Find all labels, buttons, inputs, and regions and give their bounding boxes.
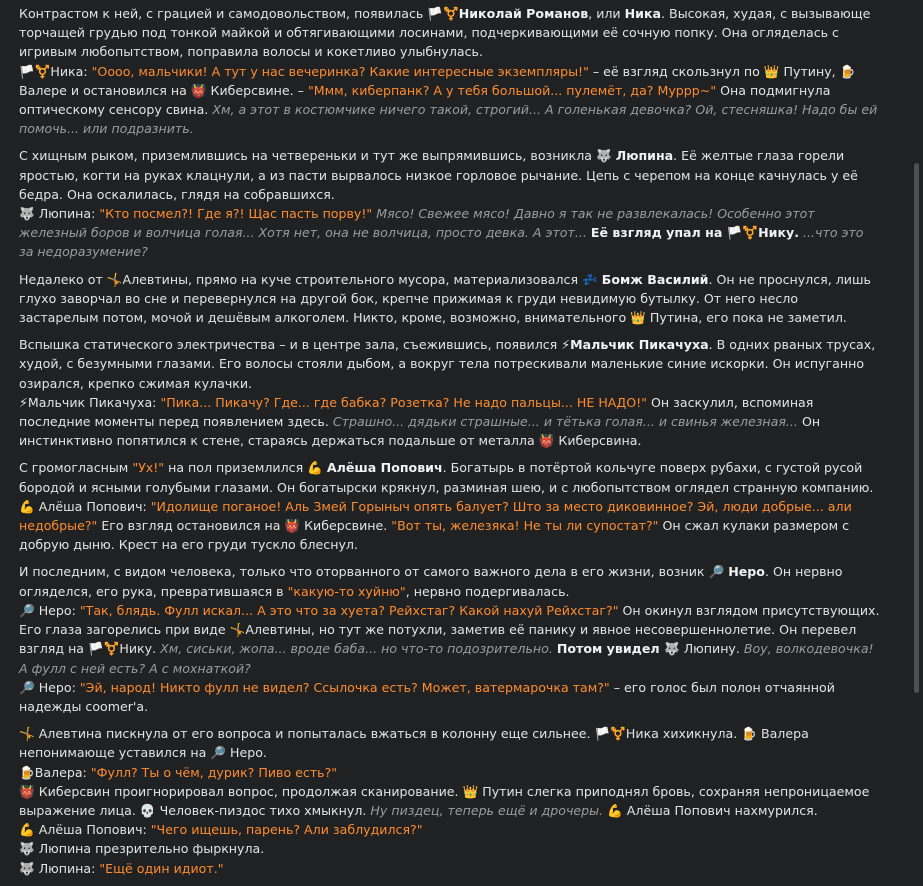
message-paragraph — [19, 4, 881, 138]
emoji-icon: 🐺 — [19, 860, 35, 876]
emoji-icon: 💪 — [307, 460, 323, 476]
emoji-icon: 💪 — [19, 498, 35, 514]
message-paragraph — [19, 458, 881, 554]
message-line — [19, 146, 881, 204]
text-run: – её взгляд скользнул по — [588, 63, 764, 79]
text-run: С хищным рыком, приземлившись на четвереньки и тут же выпрямившись, возникла — [19, 148, 597, 164]
text-run: Валера непонимающе уставился на — [19, 726, 809, 761]
emoji-icon: 🤸 — [19, 726, 35, 742]
bold-text: Нику. — [758, 225, 800, 241]
emoji-icon: 🐺 — [19, 206, 35, 222]
quoted-speech: "Идолище поганое! Аль Змей Горыныч опять балует? Што за место диковинное? Эй, люди добрые... али недобрые?" — [19, 498, 852, 534]
text-run: Люпина: — [34, 206, 100, 222]
message-line — [19, 763, 881, 782]
text-run: Ника: — [50, 63, 92, 79]
message-line — [19, 724, 881, 762]
text-run: Вспышка статического электричества – и в центре зала, съежившись, появился — [19, 337, 562, 353]
emoji-icon: 🏳️⚧️ — [19, 63, 51, 79]
text-run: Киберсвин проигнорировал вопрос, продолжая сканирование. — [34, 783, 463, 799]
text-run: Неро. — [226, 745, 267, 761]
text-run: Нику. — [119, 641, 161, 657]
message-paragraph — [19, 562, 881, 716]
text-run: Неро: — [34, 679, 80, 695]
message-line — [19, 601, 881, 678]
emoji-icon: 👑 — [630, 310, 646, 326]
text-run: Неро: — [34, 602, 80, 618]
text-run: . В одних рваных трусах, худой, с безумными глазами. Его волосы стояли дыбом, а вокруг тела потрескивали маленькие синие искорки. Он испуганно озирался, крепко сжимая кулачки. — [19, 337, 876, 391]
inner-thought: Хм, а этот в костюмчике ничего такой, строгий... А голенькая девочка? Ой, стесняшка! Надо бы ей помочь... или подразнить. — [19, 102, 878, 137]
quoted-speech: "Так, блядь. Фулл искал... А это что за хуета? Рейхстаг? Какой нахуй Рейхстаг?" — [79, 602, 619, 618]
message-line — [19, 820, 881, 839]
text-run: на пол приземлился — [164, 460, 308, 476]
emoji-icon: 💪 — [607, 802, 623, 818]
message-line — [19, 458, 881, 496]
inner-thought: Ну пиздец, теперь ещё и дрочеры. — [370, 802, 604, 818]
message-line — [19, 782, 881, 820]
inner-thought: ...что это за недоразумение? — [19, 225, 864, 260]
emoji-icon: 💤 — [582, 271, 598, 287]
emoji-icon: 🏳️⚧️ — [427, 6, 459, 21]
quoted-speech: "Оооо, мальчики! А тут у нас вечеринка? Какие интересные экземпляры!" — [91, 63, 589, 79]
text-run: , нервно подергивалась. — [405, 583, 570, 599]
text-run: . Он не проснулся, лишь глухо заворчал во сне и перевернулся на другой бок, крепче прижимая к груди невидимую бутылку. От него несло застарелым потом, мочой и дешёвым алкоголем. Никто, кроме, возможно, внимательного — [19, 271, 871, 326]
message-line — [19, 62, 881, 139]
emoji-icon: 🤸 — [106, 271, 123, 287]
bold-text: Мальчик Пикачуха — [570, 337, 709, 353]
emoji-icon: 🐺 — [19, 841, 35, 857]
text-run: Алёша Попович: — [34, 822, 151, 838]
text-run: С громогласным — [19, 460, 133, 476]
inner-thought: Хм, сиськи, жопа... вроде баба... но что-то подозрительно. — [160, 641, 553, 657]
bold-text: Бомж Василий — [601, 271, 709, 287]
text-run: . Он нервно огляделся, его рука, превратившаяся в — [19, 564, 843, 599]
quoted-speech: "Чего ищешь, парень? Али заблудился?" — [150, 822, 423, 838]
emoji-icon: 👹 — [19, 783, 35, 799]
text-run: Мальчик Пикачуха: — [27, 394, 161, 410]
emoji-icon: 👹 — [284, 518, 301, 534]
emoji-icon: 👑 — [462, 783, 479, 799]
text-run: . Богатырь в потёртой кольчуге поверх рубахи, с густой русой бородой и ясными голубыми глазами. Он богатырски крякнул, разминая шею, и с любопытством оглядел странную компанию. — [19, 460, 874, 495]
text-run: Путин слегка приподнял бровь, сохраняя непроницаемое выражение лица. — [19, 783, 870, 818]
text-run: . Её желтые глаза горели яростью, когти на руках клацнули, а из пасти вырвалось низкое горловое рычание. Цепь с черепом на конце качнулась у её бедра. Она оскалилась, глядя на собравшихся. — [19, 148, 858, 202]
quoted-speech: "Вот ты, железяка! Не ты ли супостат?" — [391, 518, 659, 534]
text-run: Люпину. — [679, 641, 744, 657]
message-line — [19, 859, 881, 878]
inner-thought: Страшно... дядьки страшные... и тётька голая... и свинья железная... — [332, 414, 798, 430]
emoji-icon: 🏳️⚧️ — [726, 225, 759, 241]
bold-text: Люпина — [615, 148, 674, 164]
quoted-speech: "Ммм, киберпанк? А у тебя большой... пулемёт, да? Муррр~" — [307, 82, 717, 98]
text-run: Люпина: — [34, 860, 100, 876]
text-run: Недалеко от — [19, 271, 107, 287]
bold-text: Неро — [728, 564, 765, 580]
message-paragraph — [19, 724, 881, 878]
text-run: Алёша Попович нахмурился. — [622, 802, 818, 818]
emoji-icon: 🔎 — [19, 602, 35, 618]
chat-log — [19, 4, 881, 886]
text-run: И последним, с видом человека, только что оторванного от самого важного дела в его жизни, возник — [19, 564, 709, 580]
bold-text: Её взгляд упал на — [590, 225, 727, 241]
quoted-speech: "Кто посмел?! Где я?! Щас пасть порву!" — [99, 206, 373, 222]
text-run: Она подмигнула оптическому сенсору свина. — [19, 82, 831, 118]
bold-text: Ника — [624, 6, 662, 21]
text-run: , или — [588, 6, 625, 21]
emoji-icon: 💀 — [139, 802, 156, 818]
emoji-icon: 👹 — [538, 433, 555, 449]
quoted-speech: "Фулл? Ты о чём, дурик? Пиво есть?" — [90, 764, 338, 780]
message-line — [19, 393, 881, 451]
text-run: Он инстинктивно попятился к стене, стараясь держаться подальше от металла — [19, 414, 821, 449]
emoji-icon: 👑 — [763, 63, 780, 79]
text-run: Киберсвина. — [554, 433, 642, 449]
emoji-icon: ⚡ — [19, 394, 28, 410]
message-line — [19, 204, 881, 262]
quoted-speech: "Ух!" — [132, 460, 165, 476]
text-run: Путина, его пока не заметил. — [645, 310, 847, 326]
message-paragraph — [19, 146, 881, 261]
message-line — [19, 335, 881, 393]
bold-text: Потом увидел — [556, 641, 665, 657]
inner-thought: Воу, волкодевочка! А фулл с ней есть? А с мохнаткой? — [19, 641, 874, 676]
emoji-icon: 💪 — [19, 822, 35, 838]
emoji-icon: 🤸 — [229, 622, 246, 638]
bold-text: Алёша Попович — [326, 460, 443, 476]
emoji-icon: 🍺 — [839, 63, 856, 79]
text-run: Контрастом к ней, с грацией и самодовольством, появилась — [19, 6, 428, 21]
emoji-icon: 🐺 — [596, 148, 612, 164]
text-run: Валере и остановился на — [19, 82, 191, 98]
scrollbar[interactable] — [909, 0, 923, 789]
text-run: – его голос был полон отчаянной надежды coomer'а. — [19, 679, 835, 714]
text-run: Киберсвине. – — [206, 82, 308, 98]
text-run: Алевтина пискнула от его вопроса и попыталась вжаться в колонну еще сильнее. — [34, 726, 595, 742]
message-line — [19, 562, 881, 600]
emoji-icon: ⚡ — [561, 337, 571, 353]
message-line — [19, 678, 881, 716]
emoji-icon: 🏳️⚧️ — [594, 726, 626, 742]
bold-text: Николай Романов — [458, 6, 589, 21]
emoji-icon: 🔎 — [210, 745, 227, 761]
text-run: Путину, — [779, 63, 840, 79]
text-run: . Высокая, худая, с вызывающе торчащей грудью под тонкой майкой и обтягивающими лосинами, подчеркивающими её сочную попку. Она огляделась с игривым любопытством, поправила волосы и кокетливо улыбнулась. — [19, 6, 871, 60]
text-run: Он заскулил, вспоминая последние моменты перед появлением здесь. — [19, 394, 814, 430]
message-line — [19, 839, 881, 858]
emoji-icon: 🐺 — [664, 641, 680, 657]
text-run: Алевтины, прямо на куче строительного мусора, материализовался — [122, 271, 583, 287]
text-run: Алёша Попович: — [34, 498, 151, 514]
emoji-icon: 🍺 — [19, 764, 35, 780]
text-run: Люпина презрительно фыркнула. — [34, 841, 265, 857]
quoted-speech: "какую-то хуйню" — [287, 583, 406, 599]
emoji-icon: 🔎 — [708, 564, 725, 580]
text-run: Киберсвине. — [300, 518, 392, 534]
message-line — [19, 270, 881, 328]
message-line — [19, 4, 881, 62]
text-run: Алевтины, но тут же потухли, заметив её панику и явное несовершеннолетие. Он перевел взгляд на — [19, 622, 857, 657]
inner-thought: Мясо! Свежее мясо! Давно я так не развлекалась! Особенно этот железный боров и волчица голая... Хотя нет, она не волчица, просто девка. А этот... — [19, 206, 815, 241]
emoji-icon: 👹 — [190, 82, 207, 98]
message-line — [19, 497, 881, 555]
quoted-speech: "Эй, народ! Никто фулл не видел? Ссылочка есть? Может, ватермарочка там?" — [79, 679, 610, 695]
emoji-icon: 🏳️⚧️ — [88, 641, 120, 657]
text-run: Он окинул взглядом присутствующих. Его глаза загорелись при виде — [19, 602, 880, 638]
text-run: Валера: — [34, 764, 91, 780]
quoted-speech: "Ещё один идиот." — [99, 860, 224, 876]
text-run: Ника хихикнула. — [625, 726, 742, 742]
scrollbar-thumb[interactable] — [914, 163, 919, 693]
emoji-icon: 🔎 — [19, 679, 35, 695]
message-paragraph — [19, 335, 881, 450]
quoted-speech: "Пика... Пикачу? Где... где бабка? Розетка? Не надо пальцы... НЕ НАДО!" — [160, 394, 648, 410]
text-run: Его взгляд остановился на — [97, 518, 285, 534]
text-run: Он сжал кулаки размером с добрую дыню. Крест на его груди тускло блеснул. — [19, 518, 850, 553]
message-paragraph — [19, 270, 881, 328]
emoji-icon: 🍺 — [741, 726, 757, 742]
text-run: Человек-пиздос тихо хмыкнул. — [155, 802, 371, 818]
